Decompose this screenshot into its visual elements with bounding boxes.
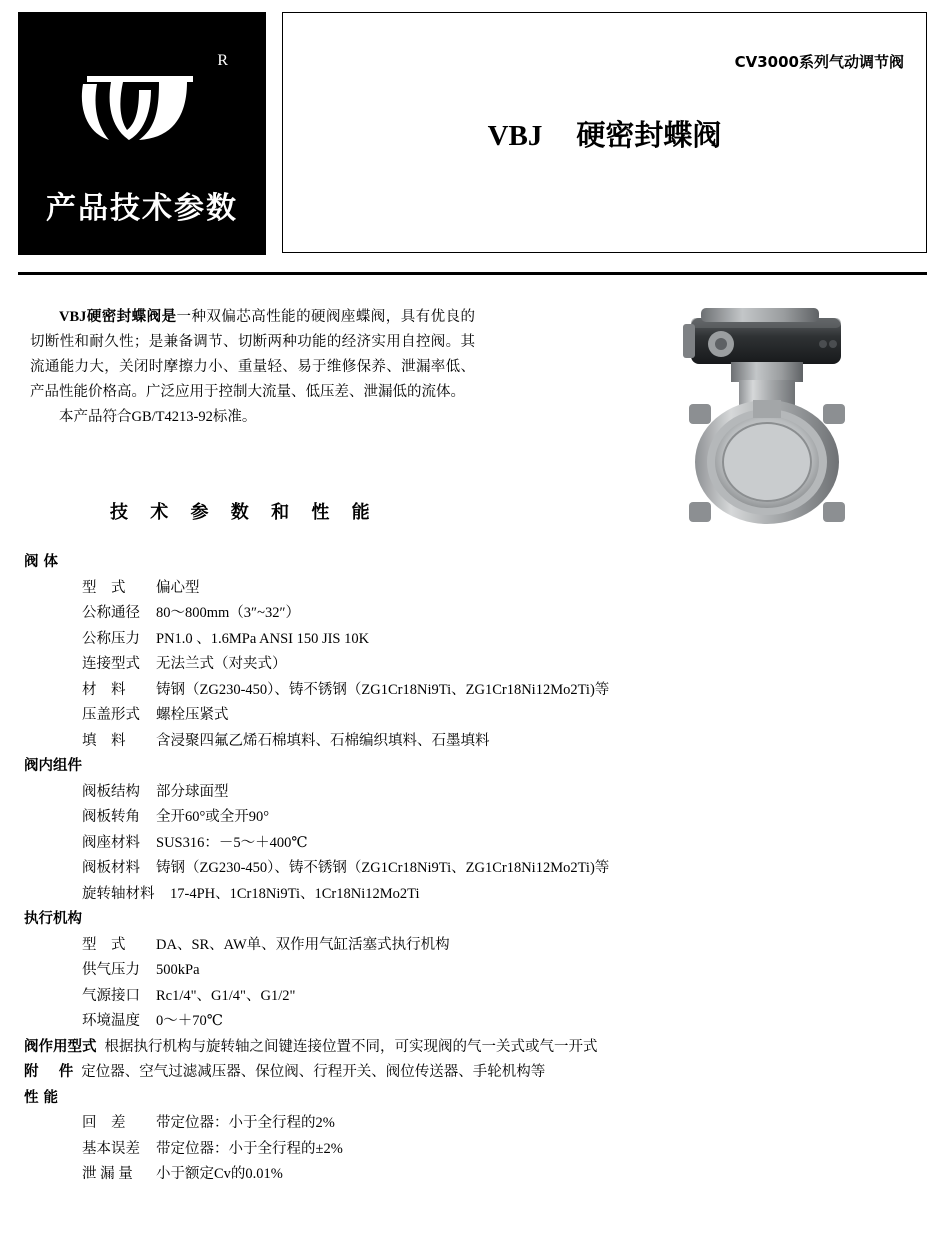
model-code: VBJ — [487, 120, 543, 152]
spec-label: 供气压力 — [82, 962, 140, 978]
spec-label: 材 料 — [82, 681, 126, 698]
spec-value: 定位器、空气过滤减压器、保位阀、行程开关、阀位传送器、手轮机构等 — [81, 1064, 546, 1080]
spec-value: Rc1/4"、G1/4"、G1/2" — [156, 987, 296, 1004]
spec-label: 环境温度 — [82, 1013, 140, 1029]
group-heading-internal-parts: 阀内组件 — [24, 758, 82, 774]
spec-label: 压盖形式 — [82, 707, 140, 723]
spec-label: 填 料 — [82, 732, 126, 749]
spec-row — [82, 1137, 924, 1163]
registered-trademark-icon: R — [217, 52, 228, 69]
spec-label: 泄 漏 量 — [82, 1166, 133, 1182]
spec-row — [82, 958, 924, 984]
spec-value: 80～800mm（3″~32″） — [156, 605, 300, 621]
spec-row-accessories — [24, 1060, 924, 1086]
spec-value: 带定位器：小于全行程的±2% — [156, 1140, 343, 1157]
series-label: CV3000系列气动调节阀 — [734, 53, 904, 71]
spec-value: 小于额定Cv的0.01% — [156, 1166, 283, 1182]
spec-row — [82, 933, 924, 959]
spec-row — [82, 831, 924, 857]
group-heading-performance: 性 能 — [24, 1089, 59, 1106]
group-heading-actuator: 执行机构 — [24, 911, 82, 927]
spec-row — [82, 703, 924, 729]
spec-section-title: 技 术 参 数 和 性 能 — [110, 502, 378, 523]
spec-value: 铸钢（ZG230-450）、铸不锈钢（ZG1Cr18Ni9Ti、ZG1Cr18Ni12Mo2Ti)等 — [156, 860, 610, 876]
page-header — [18, 12, 927, 262]
spec-label: 公称压力 — [82, 630, 140, 647]
spec-label: 阀板转角 — [82, 809, 140, 825]
spec-row — [82, 627, 924, 653]
spec-value: 部分球面型 — [156, 783, 229, 800]
spec-row — [82, 1111, 924, 1137]
spec-label: 阀板结构 — [82, 783, 140, 800]
spec-row — [82, 1162, 924, 1188]
spec-label: 附 件 — [24, 1064, 74, 1080]
spec-list — [24, 550, 924, 1188]
spec-label: 回 差 — [82, 1115, 126, 1131]
product-photo — [647, 300, 917, 550]
spec-row — [82, 1009, 924, 1035]
page-title — [283, 113, 926, 154]
spec-value: SUS316：－5～＋400℃ — [156, 834, 308, 851]
spec-row — [82, 984, 924, 1010]
spec-label: 旋转轴材料 — [82, 885, 155, 902]
spec-label: 公称通径 — [82, 605, 140, 621]
logo-caption: 产品技术参数 — [46, 191, 238, 226]
intro-body: 一种双偏芯高性能的硬阀座蝶阀，具有优良的切断性和耐久性；是兼备调节、切断两种功能的经济实用自控阀。其流通能力大，关闭时摩擦力小、重量轻、易于维修保养、泄漏率低、产品性能价格高。广泛应用于控制大流量、低压差、泄漏低的流体。 — [30, 309, 475, 400]
spec-value: 全开60°或全开90° — [156, 809, 270, 825]
spec-row — [82, 729, 924, 755]
product-name: 硬密封蝶阀 — [576, 118, 722, 152]
intro-text — [30, 305, 475, 430]
spec-value: 根据执行机构与旋转轴之间键连接位置不同，可实现阀的气一关式或气一开式 — [104, 1038, 598, 1055]
logo-box — [18, 12, 266, 255]
spec-label: 阀座材料 — [82, 834, 140, 851]
spec-value: 含浸聚四氟乙烯石棉填料、石棉编织填料、石墨填料 — [156, 732, 490, 749]
company-logo-icon — [67, 70, 217, 150]
spec-label: 基本误差 — [82, 1140, 140, 1157]
spec-row-valve-action — [24, 1035, 924, 1061]
intro-paragraph-1 — [30, 305, 475, 405]
spec-value: 0～＋70℃ — [156, 1013, 223, 1029]
spec-label: 阀板材料 — [82, 860, 140, 876]
intro-paragraph-2: 本产品符合GB/T4213-92标准。 — [59, 409, 257, 425]
spec-label: 型 式 — [82, 579, 126, 596]
spec-value: 500kPa — [156, 962, 200, 978]
butterfly-valve-illustration — [647, 300, 917, 550]
group-heading-valve-body: 阀 体 — [24, 554, 59, 570]
spec-label: 阀作用型式 — [24, 1038, 97, 1055]
spec-row — [82, 576, 924, 602]
spec-label: 连接型式 — [82, 656, 140, 672]
spec-label: 气源接口 — [82, 987, 140, 1004]
spec-value: PN1.0 、1.6MPa ANSI 150 JIS 10K — [156, 630, 370, 647]
spec-value: 17-4PH、1Cr18Ni9Ti、1Cr18Ni12Mo2Ti — [170, 885, 420, 902]
spec-row — [82, 856, 924, 882]
spec-row — [82, 652, 924, 678]
spec-row — [82, 805, 924, 831]
title-box — [282, 12, 927, 253]
spec-row — [82, 601, 924, 627]
spec-row — [82, 780, 924, 806]
intro-lead: VBJ硬密封蝶阀是 — [59, 309, 177, 325]
spec-value: 螺栓压紧式 — [156, 707, 229, 723]
spec-value: 铸钢（ZG230-450）、铸不锈钢（ZG1Cr18Ni9Ti、ZG1Cr18Ni12Mo2Ti)等 — [156, 681, 610, 698]
spec-value: DA、SR、AW单、双作用气缸活塞式执行机构 — [156, 936, 450, 953]
header-divider — [18, 272, 927, 275]
spec-label: 型 式 — [82, 936, 126, 953]
spec-value: 无法兰式（对夹式） — [156, 656, 287, 672]
spec-row — [82, 678, 924, 704]
spec-row — [82, 882, 924, 908]
spec-value: 偏心型 — [156, 579, 200, 596]
spec-value: 带定位器：小于全行程的2% — [156, 1115, 335, 1131]
